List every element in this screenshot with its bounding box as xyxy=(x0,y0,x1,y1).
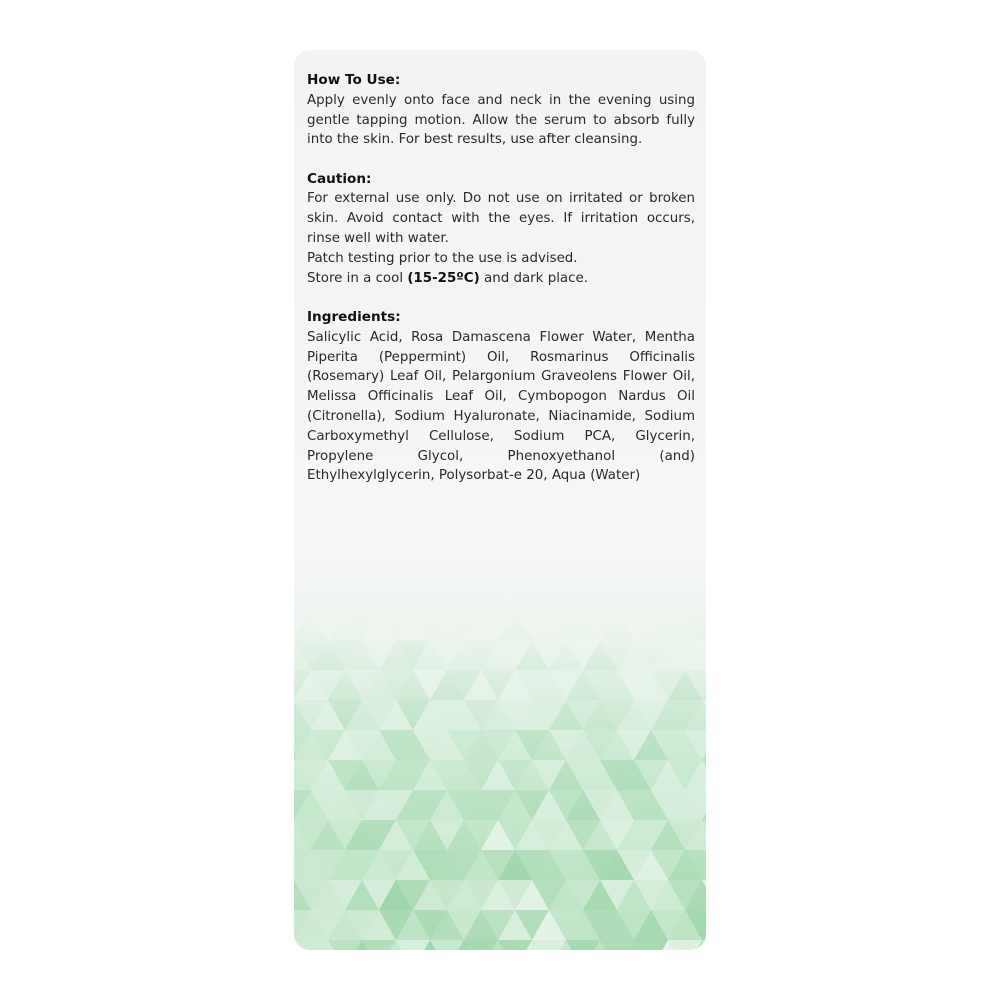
pattern-triangle xyxy=(328,940,362,950)
pattern-triangle xyxy=(430,940,464,950)
how-to-use-text: Apply evenly onto face and neck in the evening using gentle tapping motion. Allow the serum to absorb fully into the skin. For best results, use after cleansing. xyxy=(307,92,695,148)
ingredients-text: Salicylic Acid, Rosa Damascena Flower Water, Mentha Piperita (Peppermint) Oil, Rosmarinus Officinalis (Rosemary) Leaf Oil, Pelargonium Graveolens Flower Oil, Melissa Officinalis Leaf Oil, Cymbopogon Nardus Oil (Citronella), Sodium Hyaluronate, Niacinamide, Sodium Carboxymethyl Cellulose, Sodium PCA, Glycerin, Propylene Glycol, Phenoxyethanol (and) Ethylhexylglycerin, Polysorbat-e 20, Aqua (Water) xyxy=(307,329,695,484)
pattern-triangle xyxy=(362,940,396,950)
storage-text xyxy=(307,269,695,289)
pattern-triangle xyxy=(634,940,668,950)
caution-section xyxy=(307,170,695,289)
pattern-triangle xyxy=(294,940,328,950)
pattern-triangle xyxy=(600,940,634,950)
ingredients-heading: Ingredients: xyxy=(307,308,401,325)
storage-prefix: Store in a cool xyxy=(307,270,408,286)
storage-suffix: and dark place. xyxy=(479,270,588,286)
pattern-triangle xyxy=(532,940,566,950)
storage-temperature: (15-25ºC) xyxy=(407,270,480,286)
caution-heading: Caution: xyxy=(307,170,372,187)
triangle-pattern-background xyxy=(294,610,706,950)
product-label-card xyxy=(294,50,706,950)
ingredients-section xyxy=(307,308,695,486)
pattern-triangle xyxy=(668,940,702,950)
how-to-use-heading: How To Use: xyxy=(307,72,401,88)
pattern-triangle xyxy=(396,940,430,950)
caution-text: For external use only. Do not use on irritated or broken skin. Avoid contact with the eyes. If irritation occurs, rinse well with water. xyxy=(307,191,695,247)
label-text xyxy=(307,71,695,506)
pattern-triangle xyxy=(566,940,600,950)
pattern-triangle xyxy=(464,940,498,950)
how-to-use-section xyxy=(307,71,695,150)
pattern-triangle xyxy=(498,940,532,950)
patch-test-text: Patch testing prior to the use is advised. xyxy=(307,250,578,266)
